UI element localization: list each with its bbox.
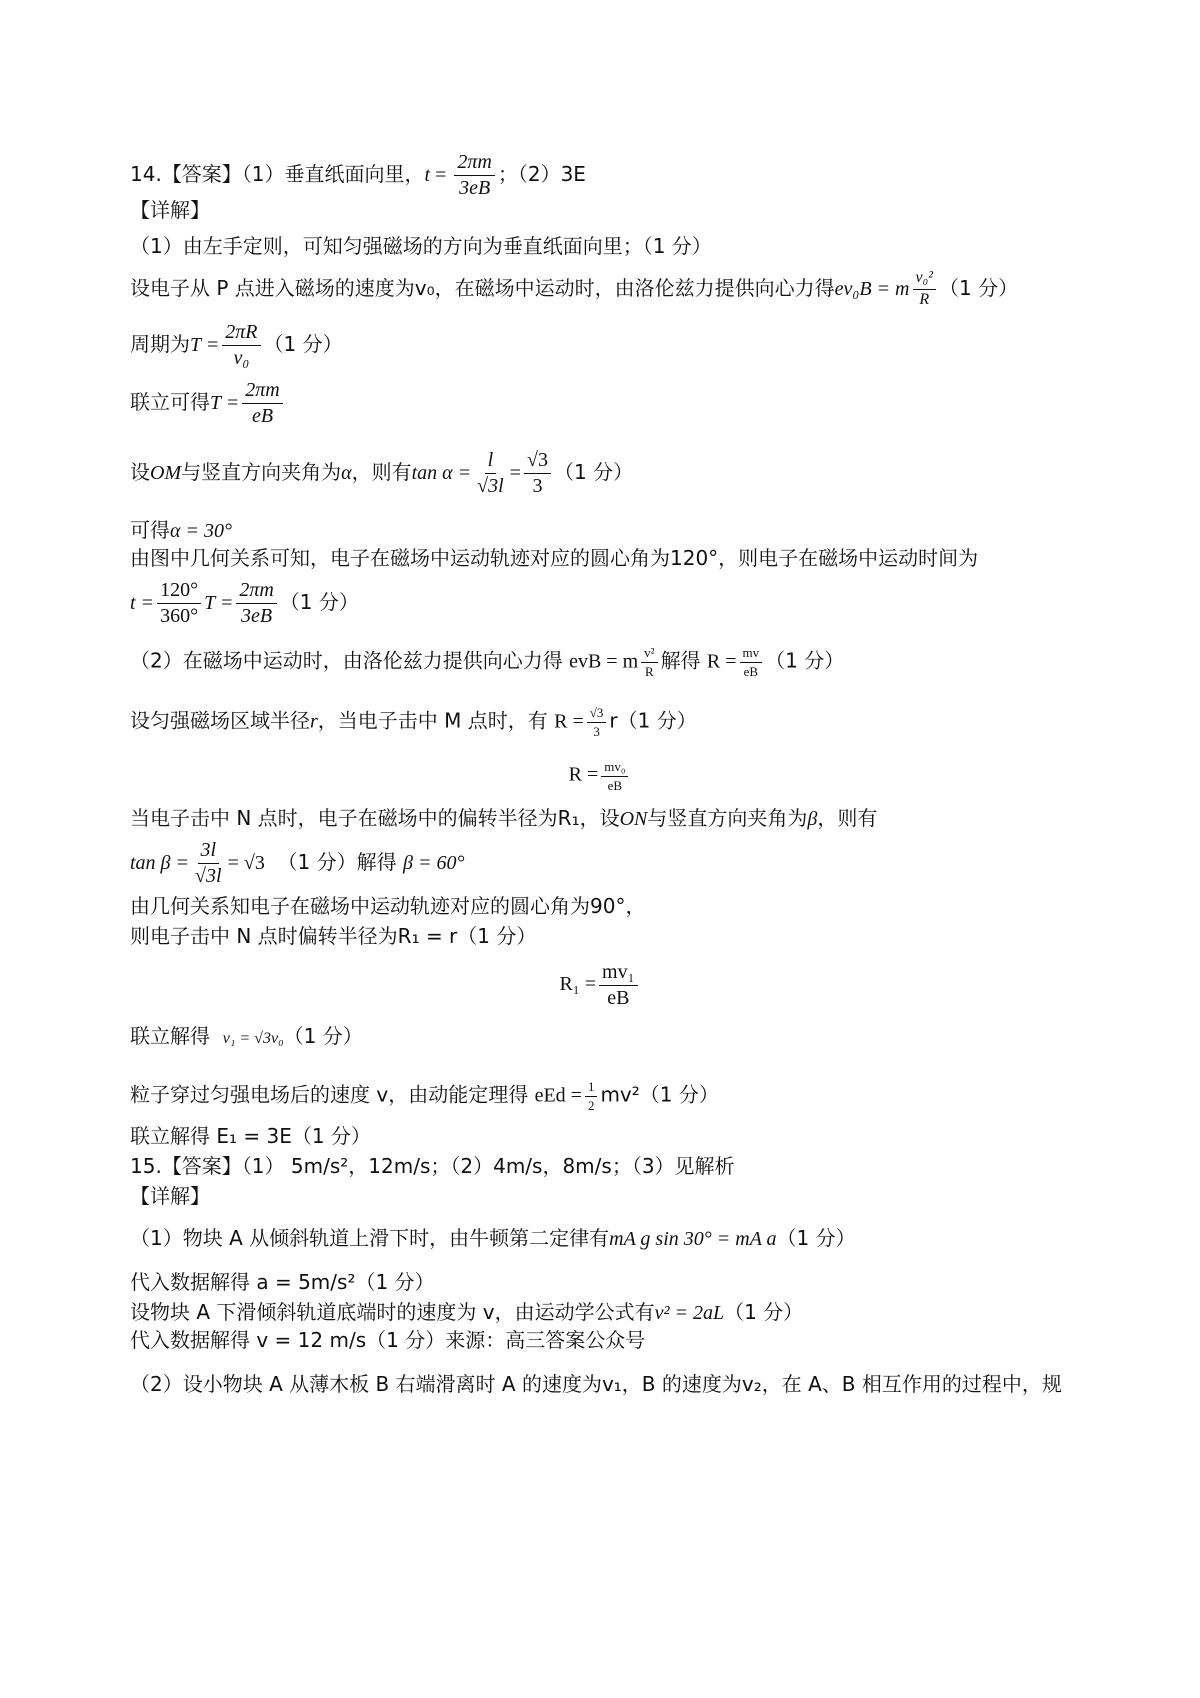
q14-line-16: R₁ = $\frac{\text{mv₁}}{eB}$ [0,962,1200,1009]
q15-line-4: 代入数据解得 v = 12 m/s（1 分）来源：高三答案公众号 [130,1328,646,1352]
q15-answer-text: （1） 5m/s²，12m/s；（2）4m/s，8m/s；（3）见解析 [241,1154,735,1178]
q15-line-5: （2）设小物块 A 从薄木板 B 右端滑离时 A 的速度为v₁，B 的速度为v₂，在 A、B 相互作用的过程中，规 [130,1372,1062,1396]
l10-fraction: $\frac{√3}{3}$ [587,706,607,738]
answer-t-symbol: t [424,164,431,186]
answer-t-fraction: $\frac{2\pi m}{3eB}$ [454,152,494,199]
q14-line-7: 由图中几何关系可知，电子在磁场中运动轨迹对应的圆心角为120°，则电子在磁场中运动时间为 [130,546,979,570]
l8-fraction-2: $\frac{2\pi m}{3eB}$ [236,580,276,627]
q14-line-13: tan β = $\frac{3l}{√3l}$ = √3 （1 分）解得 β = 60° [130,839,465,887]
l8-fraction-1: $\frac{120^\circ}{360^\circ}$ [157,580,201,627]
q15-line-1: （1）物块 A 从倾斜轨道上滑下时，由牛顿第二定律有mA g sin 30° = mA a（1 分） [130,1226,856,1250]
l16-fraction: $\frac{\text{mv₁}}{eB}$ [599,962,638,1009]
q14-line-15: 则电子击中 N 点时偏转半径为R₁ = r（1 分） [130,924,537,948]
l9-fraction-2: $\frac{mv}{eB}$ [740,646,763,678]
q15-line-2: 代入数据解得 a = 5m/s²（1 分） [130,1270,435,1294]
q14-line-11: R = $\frac{\text{mv₀}}{eB}$ [0,760,1200,792]
q14-line-18: 粒子穿过匀强电场后的速度 v，由动能定理得 eEd = $\frac{1}{2}$ mv²（1 分） [130,1079,719,1113]
l18-fraction: $\frac{1}{2}$ [585,1080,598,1112]
l13-fraction: $\frac{3l}{√3l}$ [195,839,222,887]
q14-line-17: 联立解得 v₁ = √3v₀（1 分） [130,1024,363,1048]
l5-fraction-1: $\frac{l}{√3l}$ [477,449,504,497]
q15-number: 15. [130,1154,162,1178]
q14-answer-tag: 【答案】 [161,162,242,186]
q14-line-6: 可得α = 30° [130,518,232,542]
q14-line-10: 设匀强磁场区域半径r，当电子击中 M 点时，有 R = $\frac{√3}{3}$ r（1 分） [130,705,697,739]
q14-line-1: （1）由左手定则，可知匀强磁场的方向为垂直纸面向里；（1 分） [130,234,712,258]
q15-answer-tag: 【答案】 [161,1154,242,1178]
q15-heading [130,1156,735,1176]
q15-line-3: 设物块 A 下滑倾斜轨道底端时的速度为 v，由运动学公式有v² = 2aL（1 分） [130,1300,804,1324]
q14-detail-tag: 【详解】 [130,198,210,222]
q14-heading: 14.【答案】（1）垂直纸面向里，t = $\frac{2\pi m}{3eB}$ ；（2）3E [130,151,586,199]
l4-fraction: $\frac{2\pi m}{eB}$ [242,380,282,427]
l3-fraction: $\frac{2\pi R}{\text{v₀}}$ [222,322,260,369]
l11-fraction: $\frac{\text{mv₀}}{eB}$ [601,760,628,792]
q14-line-8: t = $\frac{120^\circ}{360^\circ}$ T = $\frac{2\pi m}{3eB}$ （1 分） [130,579,359,627]
q14-number: 14. [130,162,162,186]
q14-line-12: 当电子击中 N 点时，电子在磁场中的偏转半径为R₁，设ON与竖直方向夹角为β，则有 [130,806,878,830]
q14-line-4: 联立可得T = $\frac{2\pi m}{eB}$ [130,380,286,427]
q15-detail-tag: 【详解】 [130,1184,210,1208]
q14-line-14: 由几何关系知电子在磁场中运动轨迹对应的圆心角为90°， [130,894,646,918]
l5-fraction-2: $\frac{√3}{3}$ [524,450,551,497]
q14-line-2: 设电子从 P 点进入磁场的速度为v₀，在磁场中运动时，由洛伦兹力提供向心力得ev₀B = m $\frac{\text{v₀²}}{R}$ （1 分） [130,269,1019,308]
l2-fraction: $\frac{\text{v₀²}}{R}$ [913,270,936,309]
q14-line-3: 周期为T = $\frac{2\pi R}{\text{v₀}}$ （1 分） [130,321,343,369]
q14-answer-part2: ；（2）3E [497,162,586,186]
l9-fraction-1: $\frac{\text{v²}}{R}$ [641,646,657,678]
q14-line-9: （2）在磁场中运动时，由洛伦兹力提供向心力得 evB = m $\frac{\text{v²}}{R}$ 解得 R = $\frac{mv}{eB}$ （1 分） [130,645,845,679]
q14-line-19: 联立解得 E₁ = 3E（1 分） [130,1124,371,1148]
q14-line-5: 设OM与竖直方向夹角为α，则有tan α = $\frac{l}{√3l}$ = $\frac{√3}{3}$ （1 分） [130,449,634,497]
q14-answer-part1: （1）垂直纸面向里， [241,162,425,186]
